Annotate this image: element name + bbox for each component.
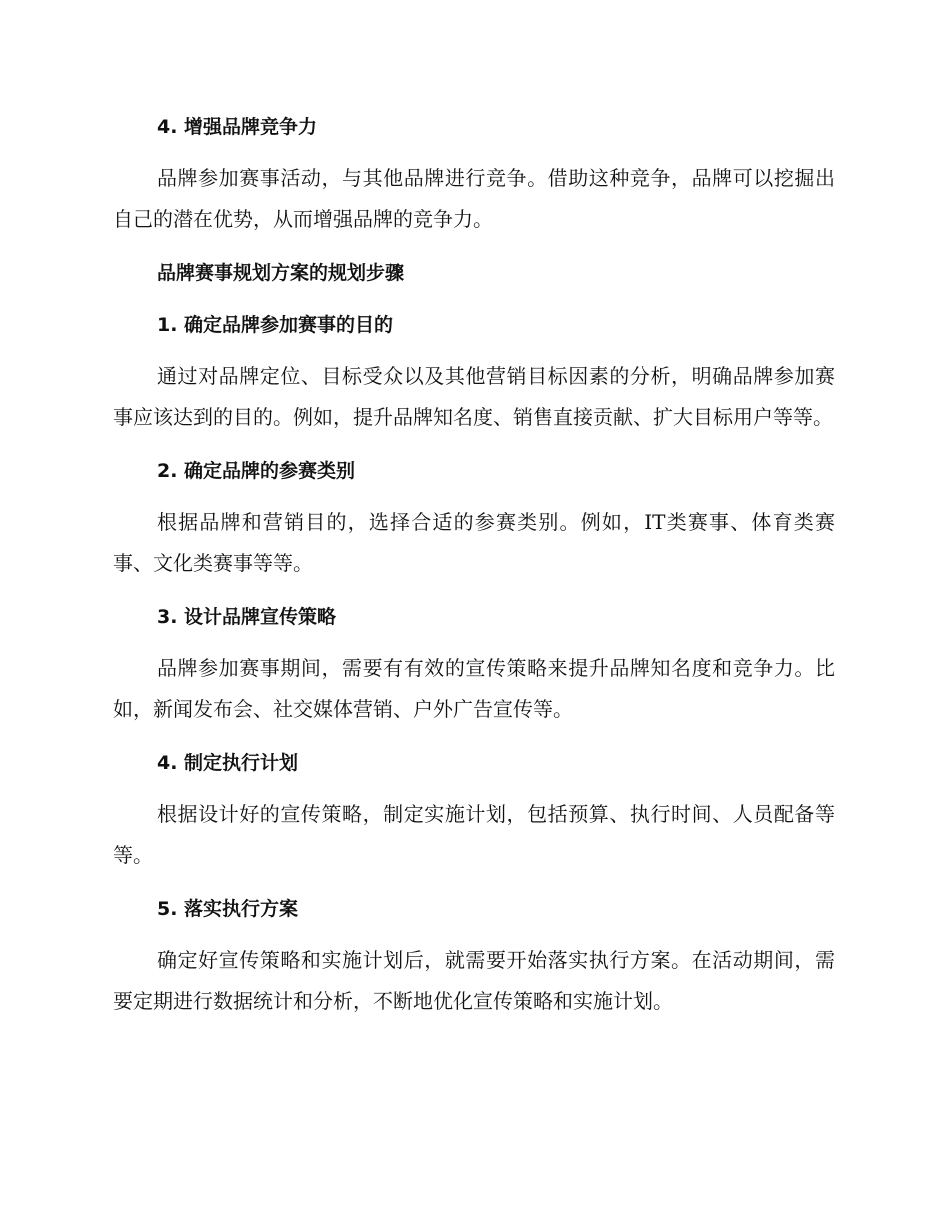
step-heading-4: 4. 制定执行计划 [157, 752, 299, 774]
document-body [113, 108, 835, 1022]
section-heading-enhance-competitiveness: 4. 增强品牌竞争力 [157, 116, 318, 138]
paragraph-competition: 品牌参加赛事活动，与其他品牌进行竞争。借助这种竞争，品牌可以挖掘出自己的潜在优势，从而增强品牌的竞争力。 [113, 166, 835, 231]
step-heading-3: 3. 设计品牌宣传策略 [157, 606, 337, 628]
step-heading-2: 2. 确定品牌的参赛类别 [157, 460, 356, 482]
paragraph-step-4: 根据设计好的宣传策略，制定实施计划，包括预算、执行时间、人员配备等等。 [113, 802, 835, 867]
step-heading-5: 5. 落实执行方案 [157, 898, 299, 920]
paragraph-step-3: 品牌参加赛事期间，需要有有效的宣传策略来提升品牌知名度和竞争力。比如，新闻发布会、社交媒体营销、户外广告宣传等。 [113, 656, 835, 721]
paragraph-step-2: 根据品牌和营销目的，选择合适的参赛类别。例如，IT类赛事、体育类赛事、文化类赛事等等。 [113, 510, 835, 575]
section-heading-planning-steps: 品牌赛事规划方案的规划步骤 [157, 262, 405, 284]
step-heading-1: 1. 确定品牌参加赛事的目的 [157, 314, 394, 336]
paragraph-step-1: 通过对品牌定位、目标受众以及其他营销目标因素的分析，明确品牌参加赛事应该达到的目的。例如，提升品牌知名度、销售直接贡献、扩大目标用户等等。 [113, 364, 835, 429]
paragraph-step-5: 确定好宣传策略和实施计划后，就需要开始落实执行方案。在活动期间，需要定期进行数据统计和分析，不断地优化宣传策略和实施计划。 [113, 948, 835, 1013]
